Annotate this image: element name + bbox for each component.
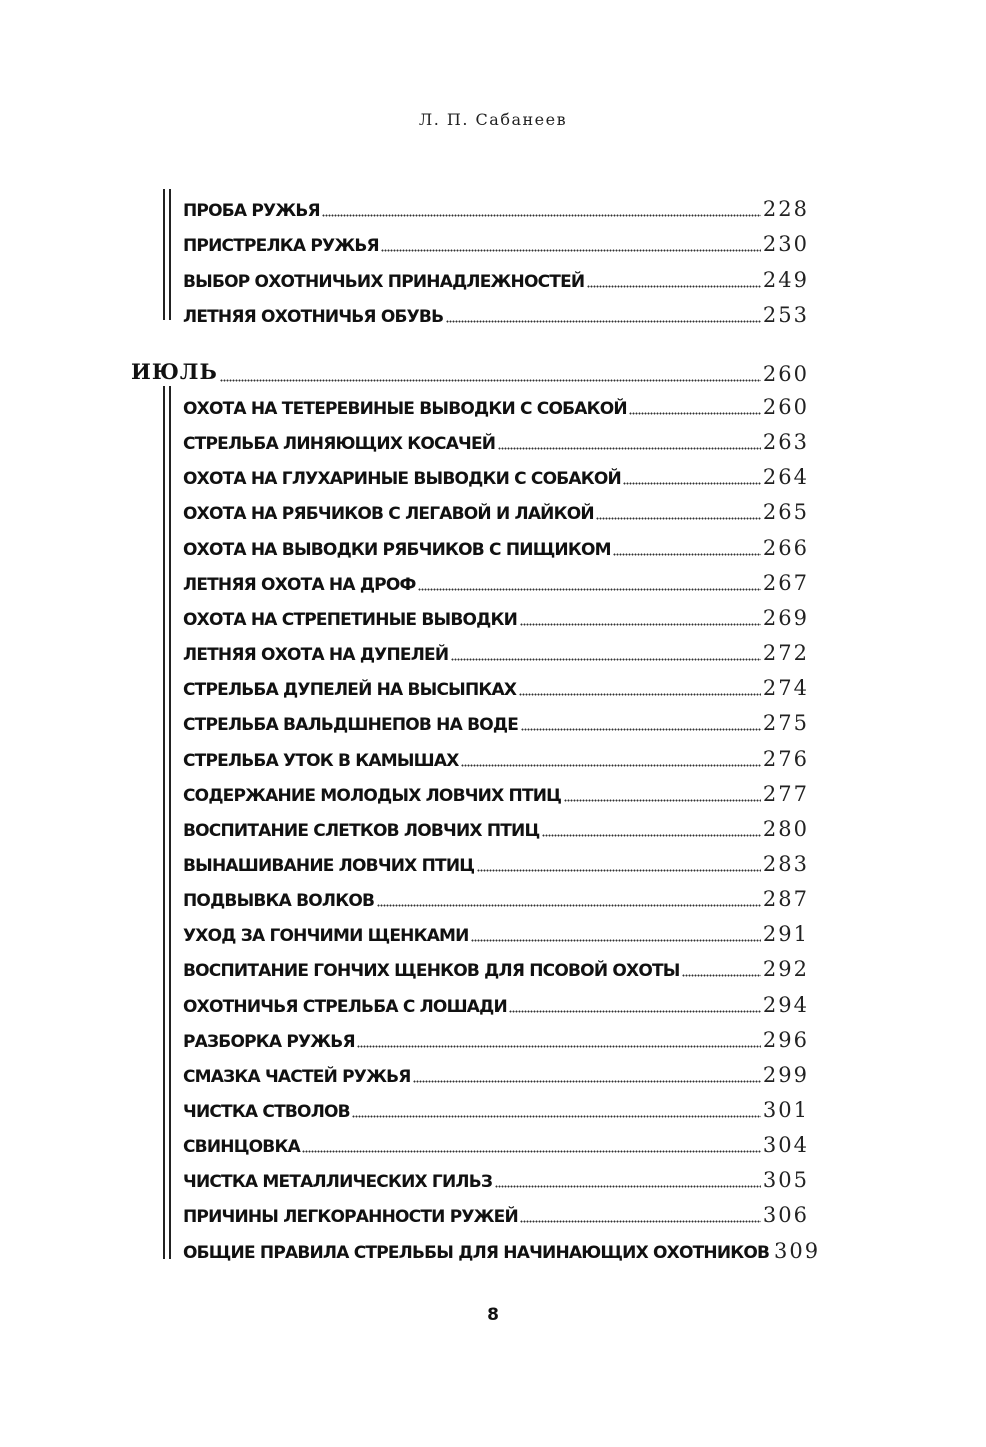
toc-entry[interactable] (183, 383, 809, 419)
dot-leader (377, 904, 761, 907)
toc-entry-title: РАЗБОРКА РУЖЬЯ (183, 1031, 355, 1052)
toc-entry-page: 274 (762, 676, 809, 701)
toc-entry-title: ЛЕТНЯЯ ОХОТА НА ДУПЕЛЕЙ (183, 645, 449, 666)
toc-entry[interactable] (183, 1086, 809, 1122)
toc-entry[interactable] (183, 1121, 809, 1157)
toc-entry[interactable] (183, 664, 809, 700)
toc-entry-title: ЧИСТКА СТВОЛОВ (183, 1102, 350, 1122)
toc-entry-page: 269 (762, 605, 809, 630)
toc-entry[interactable] (183, 1051, 809, 1087)
toc-entry[interactable] (183, 220, 809, 256)
section-bar-decoration (163, 189, 171, 320)
toc-entry[interactable] (183, 1016, 809, 1052)
toc-entry[interactable] (183, 559, 809, 595)
dot-leader (418, 588, 761, 591)
dot-leader (587, 285, 761, 288)
toc-entry[interactable] (183, 291, 809, 327)
toc-entry-title: ЛЕТНЯЯ ОХОТНИЧЬЯ ОБУВЬ (183, 306, 444, 327)
toc-entry-page: 260 (762, 395, 809, 419)
toc-entry-page: 275 (762, 711, 809, 736)
toc-entry-title: СТРЕЛЬБА ВАЛЬДШНЕПОВ НА ВОДЕ (183, 715, 519, 736)
dot-leader (564, 799, 761, 802)
toc-entry-title: ОХОТА НА ГЛУХАРИНЫЕ ВЫВОДКИ С СОБАКОЙ (183, 469, 621, 490)
toc-entry-page: 292 (762, 957, 809, 982)
toc-entry[interactable] (183, 875, 809, 911)
dot-leader (519, 693, 761, 696)
dot-leader (477, 869, 761, 872)
dot-leader (302, 1150, 761, 1153)
dot-leader (381, 249, 761, 252)
toc-entry-page: 294 (762, 992, 809, 1017)
dot-leader (357, 1045, 761, 1048)
toc-entry-page: 287 (762, 887, 809, 912)
toc-entry[interactable] (183, 524, 809, 560)
dot-leader (498, 447, 761, 450)
toc-entry[interactable] (183, 735, 809, 771)
toc-entry-title: СМАЗКА ЧАСТЕЙ РУЖЬЯ (183, 1066, 411, 1087)
toc-entry-title: ВОСПИТАНИЕ СЛЕТКОВ ЛОВЧИХ ПТИЦ (183, 820, 540, 841)
toc-entry-title: ПРИЧИНЫ ЛЕГКОРАННОСТИ РУЖЕЙ (183, 1207, 518, 1228)
toc-entry-page: 264 (762, 465, 809, 490)
toc-entry[interactable] (183, 453, 809, 489)
toc-entry-page: 283 (762, 851, 809, 876)
toc-entry-title: ПРОБА РУЖЬЯ (183, 201, 320, 221)
dot-leader (451, 658, 761, 661)
section-title: ИЮЛЬ (131, 359, 218, 384)
dot-leader (495, 1185, 761, 1188)
dot-leader (322, 214, 761, 217)
toc-section-july[interactable] (131, 350, 809, 386)
toc-entry-page: 296 (762, 1027, 809, 1052)
toc-entry-title: ОХОТНИЧЬЯ СТРЕЛЬБА С ЛОШАДИ (183, 996, 507, 1017)
toc-entry-page: 230 (762, 232, 809, 257)
dot-leader (520, 623, 761, 626)
page-number: 8 (487, 1305, 499, 1325)
toc-entry-title: ВЫБОР ОХОТНИЧЬИХ ПРИНАДЛЕЖНОСТЕЙ (183, 271, 585, 292)
toc-entry-title: СОДЕРЖАНИЕ МОЛОДЫХ ЛОВЧИХ ПТИЦ (183, 785, 562, 806)
dot-leader (596, 517, 761, 520)
toc-entry[interactable] (183, 910, 809, 946)
toc-entry-title: СТРЕЛЬБА ДУПЕЛЕЙ НА ВЫСЫПКАХ (183, 680, 517, 701)
toc-entry-title: СТРЕЛЬБА ЛИНЯЮЩИХ КОСАЧЕЙ (183, 434, 496, 455)
toc-entry-page: 267 (762, 570, 809, 595)
toc-entry-page: 306 (762, 1203, 809, 1228)
toc-entry-title: ВЫНАШИВАНИЕ ЛОВЧИХ ПТИЦ (183, 855, 475, 876)
toc-entry-page: 276 (762, 746, 809, 771)
toc-entry-page: 277 (762, 781, 809, 806)
toc-entry[interactable] (183, 1191, 809, 1227)
toc-entry[interactable] (183, 981, 809, 1017)
dot-leader (682, 974, 761, 977)
dot-leader (446, 320, 761, 323)
toc-entry[interactable] (183, 945, 809, 981)
toc-entry-page: 301 (762, 1098, 809, 1122)
toc-entry-page: 265 (762, 500, 809, 525)
toc-entry-page: 228 (762, 197, 809, 221)
toc-entry-page: 249 (762, 267, 809, 292)
section-bar-decoration (163, 386, 171, 1259)
toc-entry-page: 253 (762, 302, 809, 327)
toc-entry[interactable] (183, 629, 809, 665)
running-title: Л. П. Сабанеев (418, 110, 568, 129)
toc-entry-title: ОХОТА НА ВЫВОДКИ РЯБЧИКОВ С ПИЩИКОМ (183, 539, 611, 560)
dot-leader (542, 834, 761, 837)
dot-leader (413, 1080, 761, 1083)
toc-entry-title: ОХОТА НА РЯБЧИКОВ С ЛЕГАВОЙ И ЛАЙКОЙ (183, 504, 594, 525)
toc-entry[interactable] (183, 1156, 809, 1192)
dot-leader (220, 379, 761, 382)
toc-entry[interactable] (183, 805, 809, 841)
toc-entry-title: ЧИСТКА МЕТАЛЛИЧЕСКИХ ГИЛЬЗ (183, 1172, 493, 1193)
dot-leader (613, 553, 761, 556)
dot-leader (521, 728, 761, 731)
toc-entry-title: ЛЕТНЯЯ ОХОТА НА ДРОФ (183, 574, 416, 595)
dot-leader (629, 412, 761, 415)
toc-entry[interactable] (183, 418, 809, 454)
toc-entry-page: 291 (762, 922, 809, 947)
toc-entry-page: 299 (762, 1062, 809, 1087)
dot-leader (461, 764, 761, 767)
toc-entry[interactable] (183, 488, 809, 524)
toc-entry-page: 272 (762, 641, 809, 666)
toc-entry-title: ПРИСТРЕЛКА РУЖЬЯ (183, 236, 379, 257)
dot-leader (509, 1010, 761, 1013)
toc-entry-title: СТРЕЛЬБА УТОК В КАМЫШАХ (183, 750, 459, 771)
toc-entry[interactable] (183, 185, 809, 221)
toc-entry-page: 280 (762, 816, 809, 841)
toc-entry-title: ОХОТА НА ТЕТЕРЕВИНЫЕ ВЫВОДКИ С СОБАКОЙ (183, 399, 627, 419)
toc-entry-title: ПОДВЫВКА ВОЛКОВ (183, 891, 375, 912)
toc-entry-title: УХОД ЗА ГОНЧИМИ ЩЕНКАМИ (183, 926, 469, 947)
dot-leader (623, 482, 761, 485)
toc-entry-title: ОХОТА НА СТРЕПЕТИНЫЕ ВЫВОДКИ (183, 609, 518, 630)
toc-entry[interactable] (183, 699, 809, 735)
toc-entry[interactable] (183, 770, 809, 806)
section-page-number: 260 (762, 362, 809, 386)
toc-entry[interactable] (183, 256, 809, 292)
toc-entry-page: 266 (762, 535, 809, 560)
toc-entry-page: 263 (762, 430, 809, 455)
toc-entry-page: 309 (774, 1238, 821, 1263)
toc-entry-title: СВИНЦОВКА (183, 1137, 300, 1158)
toc-entry[interactable] (183, 1227, 821, 1263)
toc-entry[interactable] (183, 594, 809, 630)
toc-entry-title: ВОСПИТАНИЕ ГОНЧИХ ЩЕНКОВ ДЛЯ ПСОВОЙ ОХОТЫ (183, 961, 680, 982)
dot-leader (352, 1115, 761, 1118)
toc-entry[interactable] (183, 840, 809, 876)
toc-entry-page: 304 (762, 1133, 809, 1158)
toc-entry-title: ОБЩИЕ ПРАВИЛА СТРЕЛЬБЫ ДЛЯ НАЧИНАЮЩИХ ОХОТНИКОВ (183, 1242, 770, 1263)
dot-leader (520, 1220, 761, 1223)
toc-entry-page: 305 (762, 1168, 809, 1193)
dot-leader (471, 939, 761, 942)
